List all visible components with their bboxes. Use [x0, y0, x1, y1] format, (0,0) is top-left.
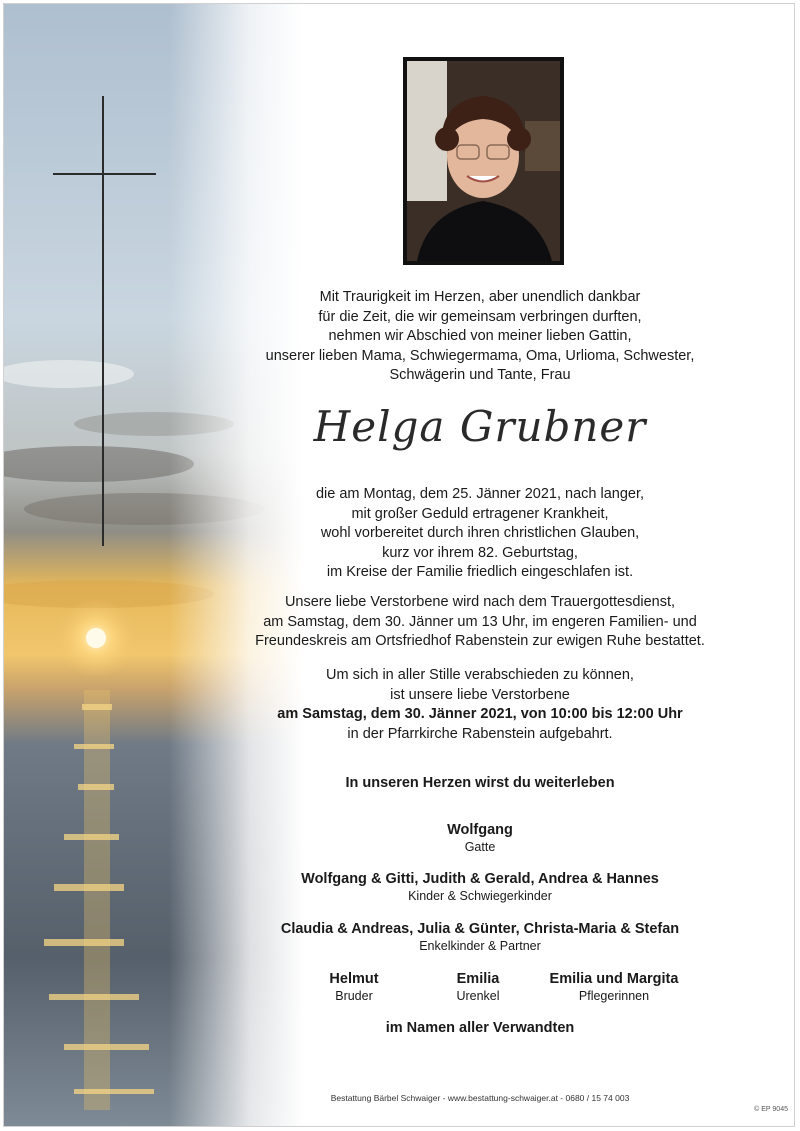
death-line: kurz vor ihrem 82. Geburtstag,: [382, 544, 578, 561]
cross-icon-bar: [53, 173, 156, 175]
mourner-name: Wolfgang: [447, 822, 513, 838]
funeral-line: am Samstag, dem 30. Jänner um 13 Uhr, im engeren Familien- und: [263, 613, 697, 630]
mourner-children: [240, 870, 720, 904]
death-line: mit großer Geduld ertragener Krankheit,: [351, 505, 609, 522]
mourner-role: Pflegerinnen: [578, 989, 650, 1003]
funeral-line: Freundeskreis am Ortsfriedhof Rabenstein zur ewigen Ruhe bestattet.: [255, 633, 705, 649]
viewing-line: in der Pfarrkirche Rabenstein aufgebahrt.: [347, 725, 613, 742]
portrait-photo: [403, 57, 564, 265]
mourner-name: Wolfgang & Gitti, Judith & Gerald, Andrea & Hannes: [301, 871, 659, 887]
tagline: In unseren Herzen wirst du weiterleben: [345, 775, 615, 791]
deceased-name: Helga Grubner: [313, 402, 647, 451]
intro-line: unserer lieben Mama, Schwiegermama, Oma, Urlioma, Schwester,: [265, 347, 695, 364]
mourner-name: Helmut: [329, 971, 379, 987]
mourner-role: Kinder & Schwiegerkinder: [408, 889, 552, 903]
funeral-line: Unsere liebe Verstorbene wird nach dem Trauergottesdienst,: [284, 594, 676, 610]
viewing-text: [240, 666, 720, 744]
closing-line: im Namen aller Verwandten: [385, 1020, 575, 1036]
viewing-line: Um sich in aller Stille verabschieden zu können,: [326, 667, 634, 683]
footer-funeral-home: Bestattung Bärbel Schwaiger - www.bestattung-schwaiger.at - 0680 / 15 74 003: [330, 1093, 630, 1103]
mourner-spouse: [240, 821, 720, 855]
death-line: die am Montag, dem 25. Jänner 2021, nach langer,: [315, 486, 645, 502]
death-text: [240, 485, 720, 583]
viewing-line: ist unsere liebe Verstorbene: [390, 686, 570, 703]
intro-line: Mit Traurigkeit im Herzen, aber unendlich dankbar: [319, 289, 641, 305]
intro-line: nehmen wir Abschied von meiner lieben Gattin,: [328, 328, 632, 344]
cross-icon: [102, 96, 104, 546]
mourner-caregivers: [534, 970, 694, 1004]
mourner-great-grandchild: [418, 970, 538, 1004]
mourner-role: Bruder: [335, 989, 373, 1003]
viewing-date: am Samstag, dem 30. Jänner 2021, von 10:00 bis 12:00 Uhr: [277, 706, 683, 722]
mourner-name: Claudia & Andreas, Julia & Günter, Christa-Maria & Stefan: [280, 921, 680, 937]
intro-line: Schwägerin und Tante, Frau: [389, 367, 571, 383]
mourner-role: Gatte: [464, 840, 496, 854]
death-line: im Kreise der Familie friedlich eingeschlafen ist.: [326, 564, 634, 580]
template-code: © EP 9045: [754, 1106, 788, 1113]
mourner-name: Emilia: [456, 971, 500, 987]
mourner-name: Emilia und Margita: [549, 971, 679, 987]
intro-text: [240, 288, 720, 386]
mourner-role: Urenkel: [456, 989, 500, 1003]
mourner-brother: [294, 970, 414, 1004]
death-line: wohl vorbereitet durch ihren christlichen Glauben,: [320, 525, 640, 541]
funeral-text: [240, 593, 720, 652]
mourner-role: Enkelkinder & Partner: [419, 939, 541, 953]
mourner-grandchildren: [240, 920, 720, 954]
intro-line: für die Zeit, die wir gemeinsam verbringen durften,: [318, 308, 642, 325]
